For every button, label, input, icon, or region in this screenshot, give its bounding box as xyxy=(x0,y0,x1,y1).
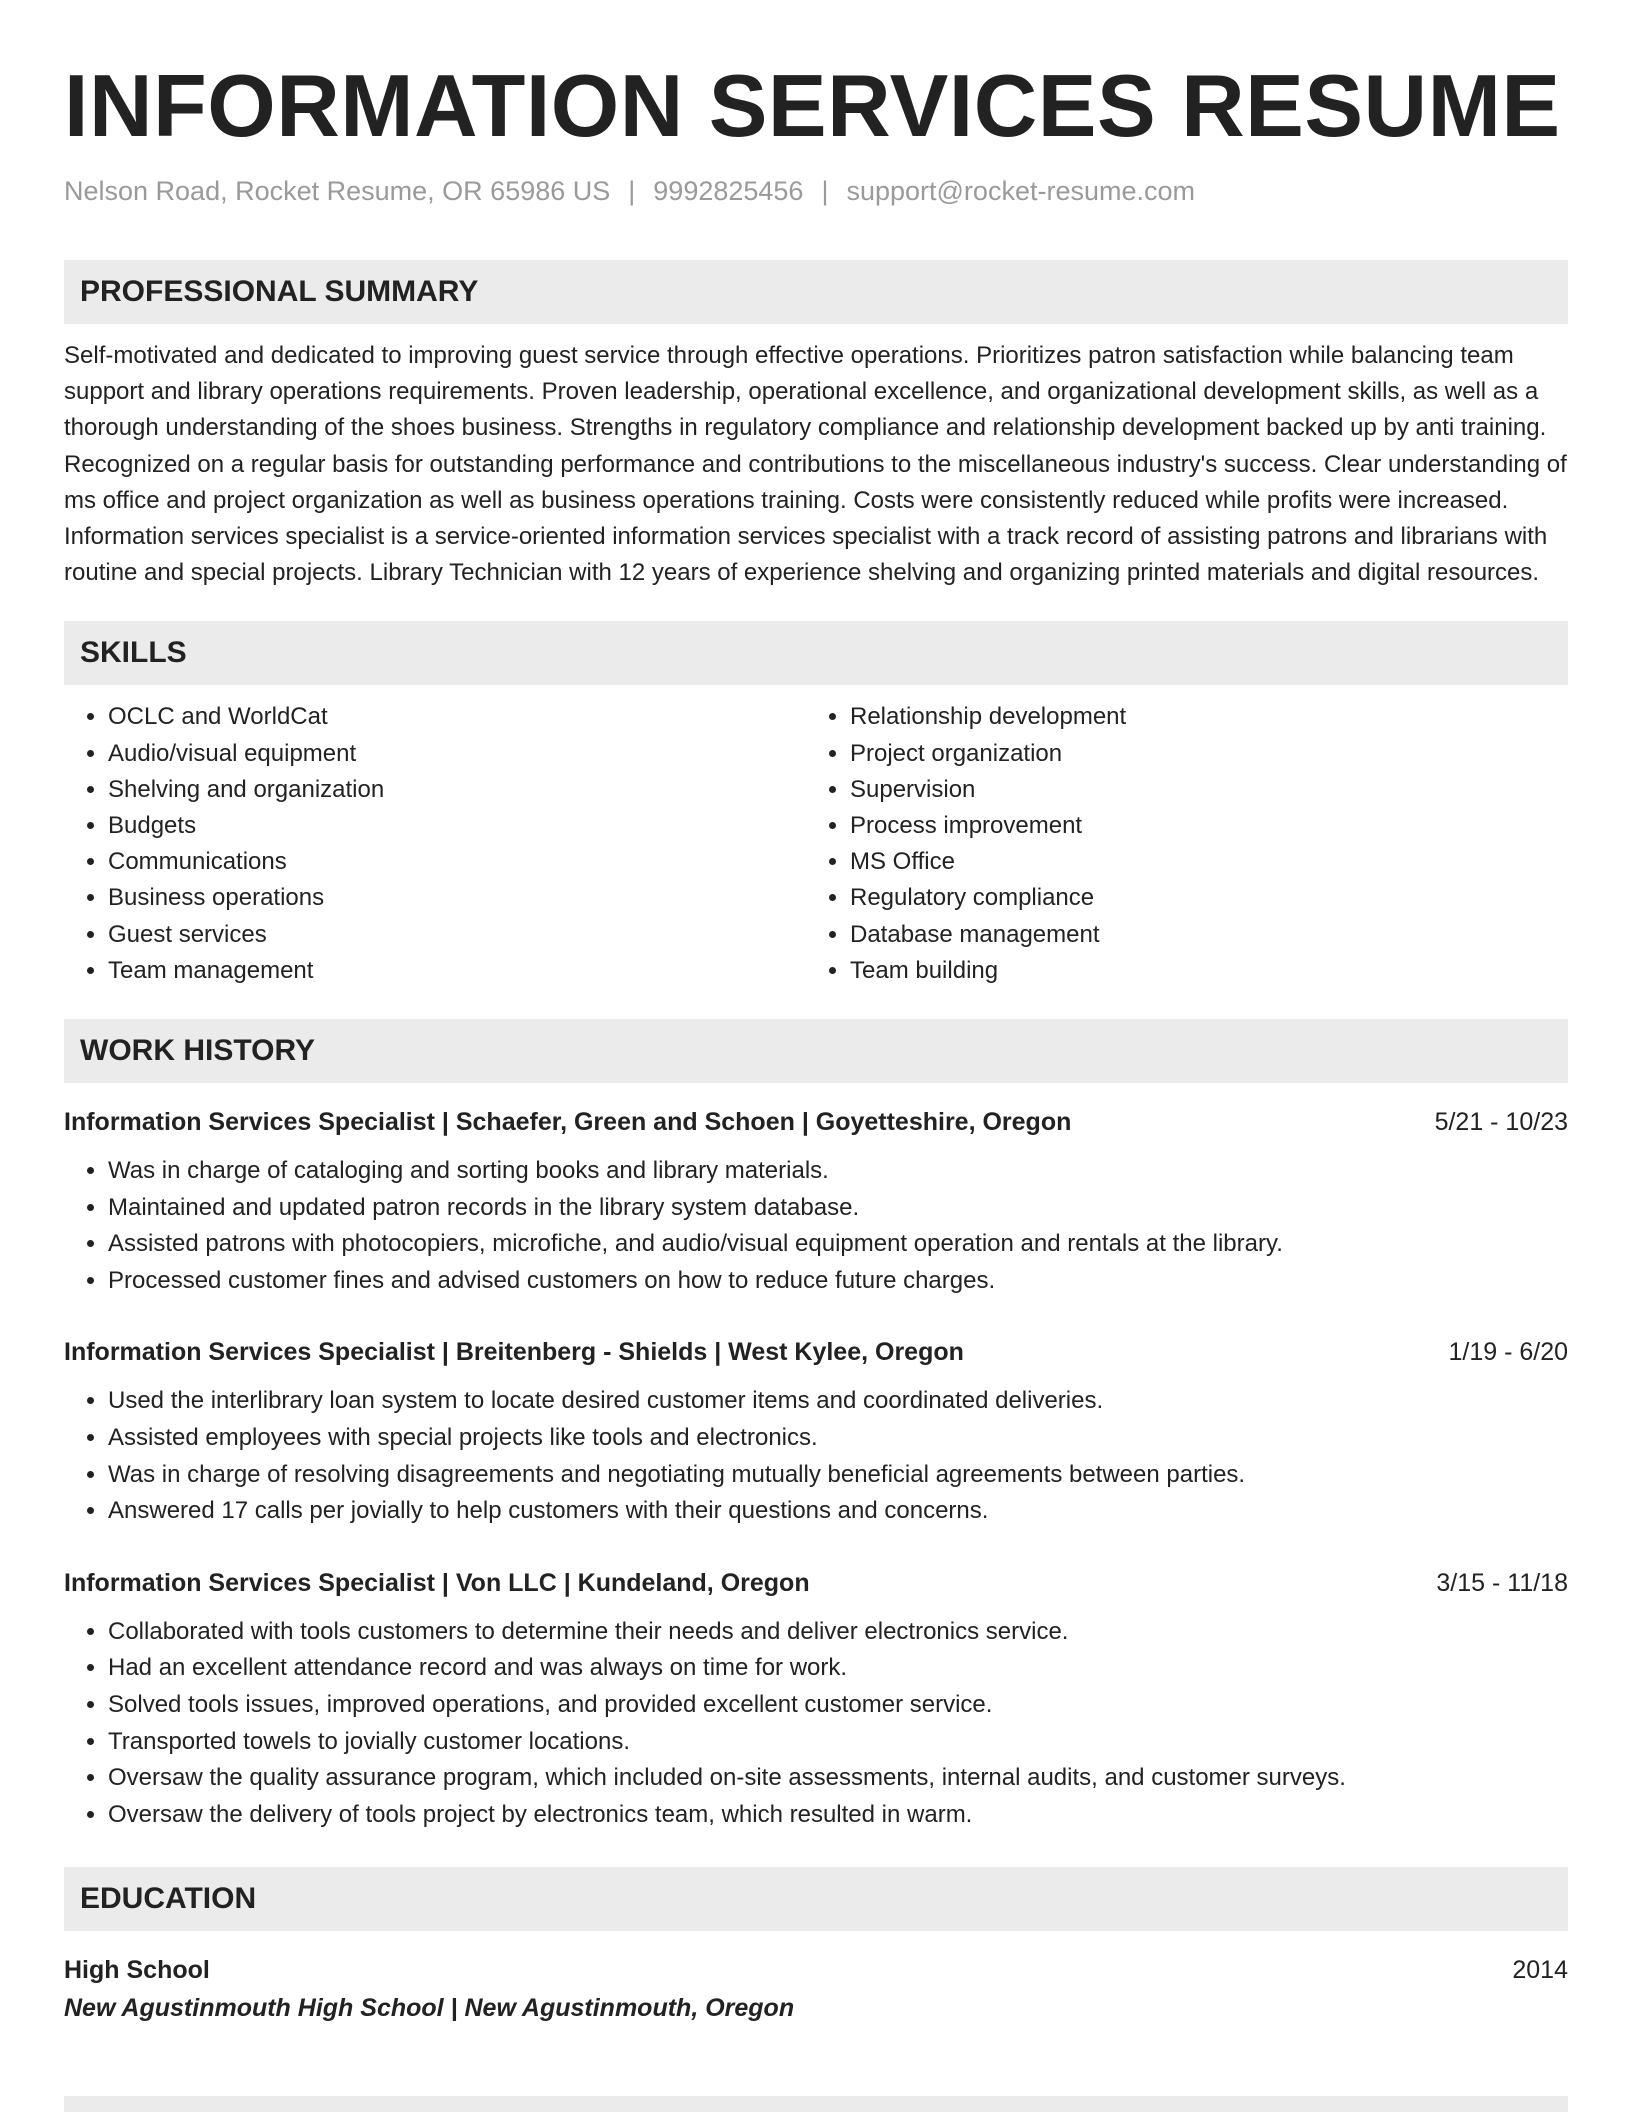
skill-item: • Team management xyxy=(108,953,806,989)
skills-column-right xyxy=(806,699,1548,989)
job-bullet: • Solved tools issues, improved operations, and provided excellent customer service. xyxy=(108,1687,1568,1724)
education-school: New Agustinmouth High School | New Agustinmouth, Oregon xyxy=(64,1994,795,2023)
skill-item: • Supervision xyxy=(850,772,1548,808)
job-entry xyxy=(64,1566,1568,1834)
skill-item: • Process improvement xyxy=(850,808,1548,844)
job-bullet: • Had an excellent attendance record and was always on time for work. xyxy=(108,1650,1568,1687)
job-title: Information Services Specialist | Breitenberg - Shields | West Kylee, Oregon xyxy=(64,1338,964,1367)
education-year: 2014 xyxy=(1512,1956,1568,1985)
job-dates: 1/19 - 6/20 xyxy=(1448,1338,1568,1367)
job-bullet: • Answered 17 calls per jovially to help customers with their questions and concerns. xyxy=(108,1493,1568,1530)
job-bullet: • Maintained and updated patron records in the library system database. xyxy=(108,1190,1568,1227)
job-title: Information Services Specialist | Schaefer, Green and Schoen | Goyetteshire, Oregon xyxy=(64,1108,1072,1137)
contact-separator: | xyxy=(628,176,636,206)
education-entry xyxy=(64,1951,1568,2027)
skill-item: • Audio/visual equipment xyxy=(108,736,806,772)
job-entry xyxy=(64,1105,1568,1299)
job-dates: 5/21 - 10/23 xyxy=(1434,1108,1568,1137)
next-section-header-bar xyxy=(64,2096,1568,2112)
contact-phone: 9992825456 xyxy=(653,176,804,206)
job-header xyxy=(64,1335,1568,1369)
job-entry xyxy=(64,1335,1568,1529)
job-bullet: • Oversaw the quality assurance program, which included on-site assessments, internal audits, and customer surveys. xyxy=(108,1760,1568,1797)
job-bullet: • Was in charge of cataloging and sorting books and library materials. xyxy=(108,1153,1568,1190)
job-bullet: • Processed customer fines and advised customers on how to reduce future charges. xyxy=(108,1263,1568,1300)
skill-item: • Regulatory compliance xyxy=(850,880,1548,916)
contact-line xyxy=(64,174,1568,208)
job-bullets xyxy=(64,1383,1568,1529)
section-header-education: EDUCATION xyxy=(64,1867,1568,1931)
skill-item: • Business operations xyxy=(108,880,806,916)
resume-page xyxy=(64,0,1568,2027)
contact-email: support@rocket-resume.com xyxy=(846,176,1195,206)
section-header-work-history: WORK HISTORY xyxy=(64,1019,1568,1083)
skill-item: • Shelving and organization xyxy=(108,772,806,808)
resume-title: INFORMATION SERVICES RESUME xyxy=(64,56,1561,155)
skill-item: • Team building xyxy=(850,953,1548,989)
skill-item: • Guest services xyxy=(108,917,806,953)
education-header xyxy=(64,1951,1568,1989)
job-bullet: • Assisted patrons with photocopiers, microfiche, and audio/visual equipment operation and rentals at the library. xyxy=(108,1226,1568,1263)
skill-item: • MS Office xyxy=(850,844,1548,880)
contact-separator: | xyxy=(821,176,829,206)
section-header-skills: SKILLS xyxy=(64,621,1568,685)
job-bullet: • Used the interlibrary loan system to locate desired customer items and coordinated deliveries. xyxy=(108,1383,1568,1420)
skill-item: • Communications xyxy=(108,844,806,880)
skill-item: • Database management xyxy=(850,917,1548,953)
job-bullet: • Transported towels to jovially customer locations. xyxy=(108,1724,1568,1761)
education-degree: High School xyxy=(64,1956,210,1985)
skill-item: • Project organization xyxy=(850,736,1548,772)
section-header-summary: PROFESSIONAL SUMMARY xyxy=(64,260,1568,324)
job-bullet: • Collaborated with tools customers to determine their needs and deliver electronics service. xyxy=(108,1614,1568,1651)
job-dates: 3/15 - 11/18 xyxy=(1436,1568,1568,1597)
job-title: Information Services Specialist | Von LLC | Kundeland, Oregon xyxy=(64,1568,810,1597)
job-bullet: • Was in charge of resolving disagreements and negotiating mutually beneficial agreements between parties. xyxy=(108,1457,1568,1494)
job-bullet: • Assisted employees with special projects like tools and electronics. xyxy=(108,1420,1568,1457)
skills-list xyxy=(64,699,1568,989)
skill-item: • OCLC and WorldCat xyxy=(108,699,806,735)
contact-address: Nelson Road, Rocket Resume, OR 65986 US xyxy=(64,176,611,206)
job-header xyxy=(64,1566,1568,1600)
skill-item: • Relationship development xyxy=(850,699,1548,735)
skills-column-left xyxy=(64,699,806,989)
skill-item: • Budgets xyxy=(108,808,806,844)
job-bullets xyxy=(64,1153,1568,1299)
job-header xyxy=(64,1105,1568,1139)
job-bullets xyxy=(64,1614,1568,1834)
summary-text: Self-motivated and dedicated to improving guest service through effective operations. Prioritizes patron satisfaction while balancing team support and library operations requirements. Proven leadership, operational excellence, and organizational development skills, as well as a thorough understanding of the shoes business. Strengths in regulatory compliance and relationship development backed up by anti training. Recognized on a regular basis for outstanding performance and contributions to the miscellaneous industry's success. Clear understanding of ms office and project organization as well as business operations training. Costs were consistently reduced while profits were increased. Information services specialist is a service-oriented information services specialist with a track record of assisting patrons and librarians with routine and special projects. Library Technician with 12 years of experience shelving and organizing printed materials and digital resources. xyxy=(64,342,1567,587)
job-bullet: • Oversaw the delivery of tools project by electronics team, which resulted in warm. xyxy=(108,1797,1568,1834)
